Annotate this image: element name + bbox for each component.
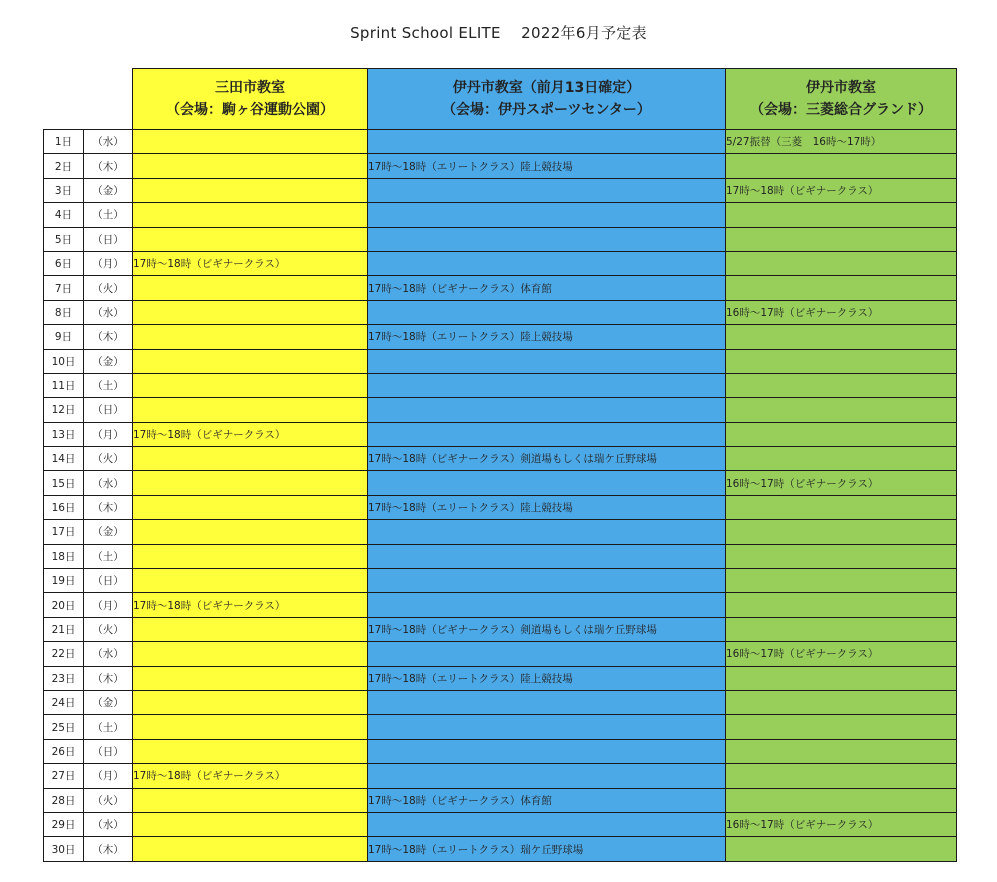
schedule-row: [44, 203, 957, 227]
schedule-row: [44, 447, 957, 471]
weekday-cell: （日）: [84, 398, 133, 422]
itami-mitsubishi-cell: [726, 349, 957, 373]
itami-mitsubishi-cell: [726, 739, 957, 763]
weekday-cell: （水）: [84, 130, 133, 154]
itami-sports-cell: 17時～18時（ビギナークラス）体育館: [368, 276, 726, 300]
sanda-cell: 17時～18時（ビギナークラス）: [133, 593, 368, 617]
itami-sports-cell: [368, 544, 726, 568]
day-cell: 8日: [44, 300, 84, 324]
header-itami-sports-center: [368, 69, 726, 130]
day-cell: 18日: [44, 544, 84, 568]
day-cell: 13日: [44, 422, 84, 446]
weekday-cell: （土）: [84, 203, 133, 227]
sanda-cell: [133, 178, 368, 202]
day-cell: 25日: [44, 715, 84, 739]
itami-mitsubishi-cell: 17時～18時（ビギナークラス）: [726, 178, 957, 202]
itami-sports-cell: [368, 593, 726, 617]
itami-sports-cell: 17時～18時（エリートクラス）陸上競技場: [368, 325, 726, 349]
schedule-row: [44, 739, 957, 763]
itami-sports-cell: [368, 569, 726, 593]
itami-sports-cell: [368, 178, 726, 202]
page-title: Sprint School ELITE 2022年6月予定表: [350, 24, 647, 42]
day-cell: 5日: [44, 227, 84, 251]
itami-mitsubishi-cell: 16時～17時（ビギナークラス）: [726, 812, 957, 836]
sanda-cell: [133, 520, 368, 544]
day-cell: 3日: [44, 178, 84, 202]
day-cell: 22日: [44, 642, 84, 666]
weekday-cell: （火）: [84, 617, 133, 641]
day-cell: 20日: [44, 593, 84, 617]
weekday-cell: （土）: [84, 715, 133, 739]
itami-sports-cell: 17時～18時（ビギナークラス）体育館: [368, 788, 726, 812]
day-cell: 12日: [44, 398, 84, 422]
itami-mitsubishi-cell: [726, 251, 957, 275]
itami-sports-cell: [368, 349, 726, 373]
weekday-cell: （土）: [84, 544, 133, 568]
day-cell: 16日: [44, 495, 84, 519]
itami-mitsubishi-cell: [726, 373, 957, 397]
itami-mitsubishi-cell: [726, 398, 957, 422]
itami-sports-cell: [368, 203, 726, 227]
itami-mitsubishi-cell: 16時～17時（ビギナークラス）: [726, 471, 957, 495]
weekday-cell: （水）: [84, 471, 133, 495]
weekday-cell: （日）: [84, 739, 133, 763]
weekday-cell: （日）: [84, 569, 133, 593]
itami-mitsubishi-cell: [726, 593, 957, 617]
day-cell: 26日: [44, 739, 84, 763]
schedule-row: [44, 300, 957, 324]
itami-mitsubishi-cell: [726, 154, 957, 178]
schedule-row: [44, 251, 957, 275]
itami-mitsubishi-cell: [726, 203, 957, 227]
sanda-cell: [133, 544, 368, 568]
day-cell: 1日: [44, 130, 84, 154]
itami-sports-cell: [368, 520, 726, 544]
sanda-cell: [133, 325, 368, 349]
itami-sports-cell: 17時～18時（エリートクラス）瑞ケ丘野球場: [368, 837, 726, 861]
schedule-row: [44, 227, 957, 251]
itami-sports-cell: [368, 764, 726, 788]
weekday-cell: （金）: [84, 349, 133, 373]
schedule-row: [44, 544, 957, 568]
itami-mitsubishi-cell: [726, 788, 957, 812]
schedule-row: [44, 130, 957, 154]
header-itami-sports-name: 伊丹市教室（前月13日確定）: [452, 80, 641, 96]
itami-mitsubishi-cell: 5/27振替（三菱 16時～17時）: [726, 130, 957, 154]
day-cell: 21日: [44, 617, 84, 641]
weekday-cell: （土）: [84, 373, 133, 397]
sanda-cell: [133, 447, 368, 471]
itami-mitsubishi-cell: 16時～17時（ビギナークラス）: [726, 642, 957, 666]
itami-mitsubishi-cell: [726, 447, 957, 471]
schedule-row: [44, 520, 957, 544]
weekday-cell: （水）: [84, 300, 133, 324]
weekday-cell: （金）: [84, 178, 133, 202]
schedule-row: [44, 373, 957, 397]
sanda-cell: [133, 642, 368, 666]
day-cell: 9日: [44, 325, 84, 349]
sanda-cell: [133, 812, 368, 836]
schedule-row: [44, 349, 957, 373]
sanda-cell: 17時～18時（ビギナークラス）: [133, 422, 368, 446]
weekday-cell: （木）: [84, 495, 133, 519]
itami-mitsubishi-cell: [726, 325, 957, 349]
day-cell: 17日: [44, 520, 84, 544]
schedule-row: [44, 764, 957, 788]
day-cell: 10日: [44, 349, 84, 373]
itami-sports-cell: [368, 373, 726, 397]
day-cell: 6日: [44, 251, 84, 275]
weekday-cell: （金）: [84, 520, 133, 544]
sanda-cell: [133, 495, 368, 519]
day-cell: 15日: [44, 471, 84, 495]
weekday-cell: （金）: [84, 690, 133, 714]
day-cell: 14日: [44, 447, 84, 471]
itami-mitsubishi-cell: [726, 666, 957, 690]
sanda-cell: [133, 373, 368, 397]
schedule-row: [44, 593, 957, 617]
header-sanda-name: 三田市教室: [215, 80, 285, 96]
day-cell: 30日: [44, 837, 84, 861]
itami-sports-cell: [368, 300, 726, 324]
schedule-row: [44, 276, 957, 300]
itami-mitsubishi-cell: [726, 569, 957, 593]
sanda-cell: [133, 130, 368, 154]
schedule-row: [44, 788, 957, 812]
itami-mitsubishi-cell: [726, 544, 957, 568]
schedule-row: [44, 471, 957, 495]
schedule-row: [44, 666, 957, 690]
schedule-row: [44, 495, 957, 519]
itami-mitsubishi-cell: [726, 520, 957, 544]
schedule-row: [44, 837, 957, 861]
itami-sports-cell: [368, 642, 726, 666]
sanda-cell: [133, 666, 368, 690]
header-sanda-venue: （会場：駒ヶ谷運動公園）: [166, 102, 334, 118]
schedule-row: [44, 154, 957, 178]
sanda-cell: [133, 203, 368, 227]
schedule-row: [44, 569, 957, 593]
weekday-cell: （木）: [84, 837, 133, 861]
weekday-cell: （火）: [84, 447, 133, 471]
header-blank: [84, 69, 133, 130]
sanda-cell: [133, 715, 368, 739]
itami-sports-cell: [368, 398, 726, 422]
sanda-cell: [133, 690, 368, 714]
itami-mitsubishi-cell: [726, 276, 957, 300]
schedule-row: [44, 325, 957, 349]
schedule-row: [44, 715, 957, 739]
itami-mitsubishi-cell: [726, 227, 957, 251]
itami-mitsubishi-cell: [726, 422, 957, 446]
weekday-cell: （木）: [84, 666, 133, 690]
weekday-cell: （水）: [84, 642, 133, 666]
header-itami-mitsubishi: [726, 69, 957, 130]
itami-mitsubishi-cell: [726, 690, 957, 714]
weekday-cell: （木）: [84, 325, 133, 349]
header-itami-mitsubishi-name: 伊丹市教室: [806, 80, 876, 96]
itami-mitsubishi-cell: [726, 837, 957, 861]
itami-mitsubishi-cell: [726, 764, 957, 788]
schedule-row: [44, 422, 957, 446]
itami-sports-cell: [368, 227, 726, 251]
itami-mitsubishi-cell: [726, 617, 957, 641]
day-cell: 24日: [44, 690, 84, 714]
schedule-table: [43, 68, 957, 862]
day-cell: 7日: [44, 276, 84, 300]
sanda-cell: [133, 837, 368, 861]
schedule-row: [44, 617, 957, 641]
sanda-cell: [133, 154, 368, 178]
header-blank: [44, 69, 84, 130]
day-cell: 23日: [44, 666, 84, 690]
day-cell: 27日: [44, 764, 84, 788]
itami-mitsubishi-cell: 16時～17時（ビギナークラス）: [726, 300, 957, 324]
itami-sports-cell: [368, 715, 726, 739]
itami-sports-cell: 17時～18時（エリートクラス）陸上競技場: [368, 495, 726, 519]
itami-sports-cell: [368, 739, 726, 763]
itami-sports-cell: [368, 422, 726, 446]
header-row: [44, 69, 957, 130]
day-cell: 29日: [44, 812, 84, 836]
day-cell: 11日: [44, 373, 84, 397]
header-itami-sports-venue: （会場：伊丹スポーツセンター）: [442, 102, 651, 118]
sanda-cell: [133, 276, 368, 300]
sanda-cell: [133, 617, 368, 641]
weekday-cell: （月）: [84, 764, 133, 788]
header-itami-mitsubishi-venue: （会場：三菱総合グランド）: [750, 102, 932, 118]
day-cell: 28日: [44, 788, 84, 812]
header-sanda: [133, 69, 368, 130]
sanda-cell: 17時～18時（ビギナークラス）: [133, 764, 368, 788]
itami-sports-cell: [368, 130, 726, 154]
schedule-row: [44, 398, 957, 422]
sanda-cell: 17時～18時（ビギナークラス）: [133, 251, 368, 275]
itami-sports-cell: 17時～18時（エリートクラス）陸上競技場: [368, 666, 726, 690]
schedule-row: [44, 642, 957, 666]
itami-sports-cell: [368, 251, 726, 275]
schedule-row: [44, 812, 957, 836]
day-cell: 2日: [44, 154, 84, 178]
itami-sports-cell: [368, 812, 726, 836]
sanda-cell: [133, 569, 368, 593]
schedule-row: [44, 178, 957, 202]
day-cell: 4日: [44, 203, 84, 227]
weekday-cell: （火）: [84, 788, 133, 812]
itami-mitsubishi-cell: [726, 495, 957, 519]
weekday-cell: （月）: [84, 593, 133, 617]
weekday-cell: （月）: [84, 422, 133, 446]
itami-sports-cell: [368, 471, 726, 495]
sanda-cell: [133, 471, 368, 495]
itami-sports-cell: [368, 690, 726, 714]
sanda-cell: [133, 227, 368, 251]
itami-sports-cell: 17時～18時（ビギナークラス）剣道場もしくは瑞ケ丘野球場: [368, 617, 726, 641]
sanda-cell: [133, 398, 368, 422]
sanda-cell: [133, 739, 368, 763]
weekday-cell: （水）: [84, 812, 133, 836]
weekday-cell: （日）: [84, 227, 133, 251]
weekday-cell: （月）: [84, 251, 133, 275]
weekday-cell: （火）: [84, 276, 133, 300]
sanda-cell: [133, 300, 368, 324]
weekday-cell: （木）: [84, 154, 133, 178]
itami-sports-cell: 17時～18時（エリートクラス）陸上競技場: [368, 154, 726, 178]
sanda-cell: [133, 788, 368, 812]
itami-mitsubishi-cell: [726, 715, 957, 739]
sanda-cell: [133, 349, 368, 373]
itami-sports-cell: 17時～18時（ビギナークラス）剣道場もしくは瑞ケ丘野球場: [368, 447, 726, 471]
schedule-row: [44, 690, 957, 714]
day-cell: 19日: [44, 569, 84, 593]
